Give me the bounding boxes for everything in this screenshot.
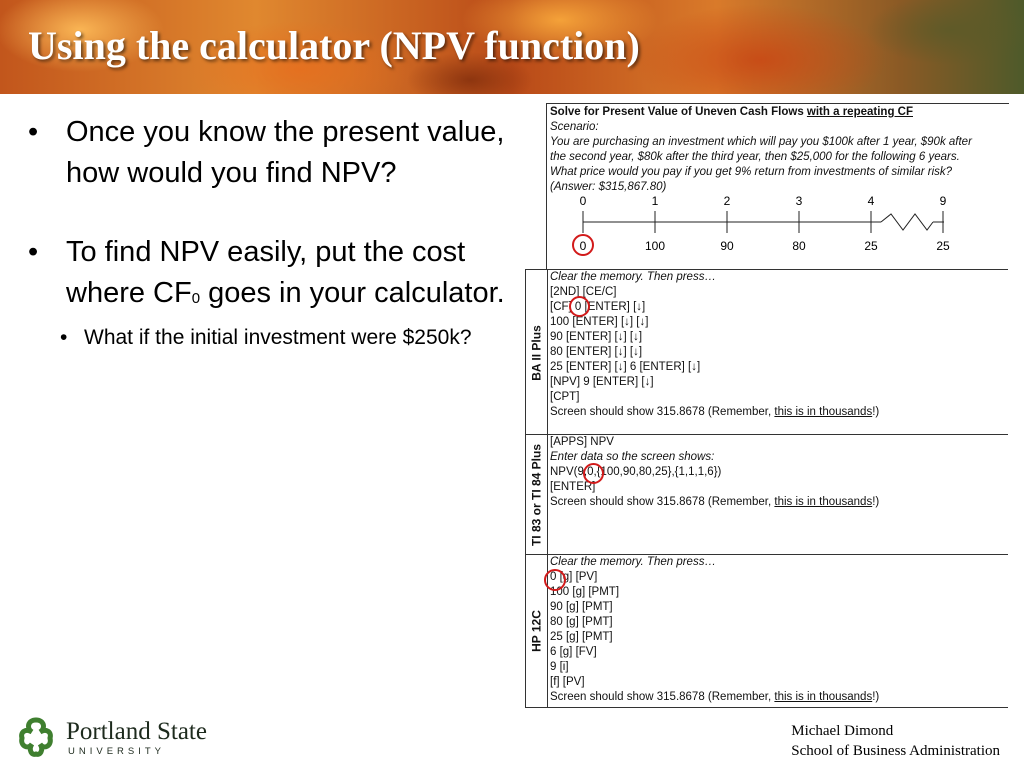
cash-flow-label: 25 xyxy=(864,239,878,253)
period-label: 1 xyxy=(651,194,659,208)
ba-screen-result: Screen should show 315.8678 (Remember, this is in thousands!) xyxy=(550,406,880,418)
period-label: 3 xyxy=(795,194,803,208)
worksheet-heading: Solve for Present Value of Uneven Cash Flows with a repeating CF xyxy=(550,106,913,118)
ba-ii-plus-section xyxy=(525,269,1008,435)
worksheet-image xyxy=(525,103,1008,708)
hp-step: 25 [g] [PMT] xyxy=(550,631,613,643)
logo-subtitle: UNIVERSITY xyxy=(68,746,166,757)
bullet-text-2-pre: To find NPV easily, put the cost where CF xyxy=(66,236,466,309)
bullet-list xyxy=(28,112,508,353)
ba-step: [CPT] xyxy=(550,391,580,403)
sub-bullet-text: What if the initial investment were $250k? xyxy=(84,326,472,349)
scenario-label: Scenario: xyxy=(550,121,599,133)
hp-step: 9 [i] xyxy=(550,661,569,673)
ba-step: 80 [ENTER] [↓] [↓] xyxy=(550,346,643,358)
ti-83-84-section xyxy=(525,434,1008,555)
ba-ii-plus-label: BA II Plus xyxy=(525,270,548,435)
period-label: 4 xyxy=(867,194,875,208)
period-label: 0 xyxy=(579,194,587,208)
hp-screen-result: Screen should show 315.8678 (Remember, this is in thousands!) xyxy=(550,691,880,703)
bullet-text-1: Once you know the present value, how would you find NPV? xyxy=(66,116,505,189)
bullet-npv-easily xyxy=(28,232,508,319)
hp-12c-section xyxy=(525,554,1008,708)
cash-flow-label: 90 xyxy=(720,239,734,253)
ba-step: [NPV] 9 [ENTER] [↓] xyxy=(550,376,654,388)
author-name: Michael Dimond xyxy=(791,723,894,739)
bullet-marker: • xyxy=(28,236,39,268)
cash-flow-label: 0 xyxy=(579,239,587,253)
logo-wordmark: Portland State xyxy=(66,718,207,745)
bullet-text-2-subscript: 0 xyxy=(191,290,201,307)
ba-step: 100 [ENTER] [↓] [↓] xyxy=(550,316,649,328)
hp-12c-label: HP 12C xyxy=(525,555,548,707)
bullet-text-2-post: goes in your calculator. xyxy=(200,277,505,309)
hp-step: 6 [g] [FV] xyxy=(550,646,597,658)
scenario-line: You are purchasing an investment which will pay you $100k after 1 year, $90k after xyxy=(550,136,972,148)
author-department: School of Business Administration xyxy=(791,743,1000,759)
scenario-line: What price would you pay if you get 9% return from investments of similar risk? xyxy=(550,166,953,178)
ti-screen-result: Screen should show 315.8678 (Remember, this is in thousands!) xyxy=(550,496,880,508)
bullet-present-value xyxy=(28,112,508,194)
sub-bullet-marker: • xyxy=(60,326,68,349)
bullet-marker: • xyxy=(28,116,39,148)
scenario-line: the second year, $80k after the third year, then $25,000 for the following 6 years. xyxy=(550,151,960,163)
timeline-axis xyxy=(583,211,944,233)
title-banner xyxy=(0,0,1024,94)
ti-step: NPV(9,0,{100,90,80,25},{1,1,1,6}) xyxy=(550,466,722,478)
hp-step: Clear the memory. Then press… xyxy=(550,556,716,568)
ti-83-84-label: TI 83 or TI 84 Plus xyxy=(525,435,548,555)
ti-cf0-highlight-circle xyxy=(583,463,604,484)
hp-step: 100 [g] [PMT] xyxy=(550,586,620,598)
cash-flow-label: 80 xyxy=(792,239,806,253)
period-label: 2 xyxy=(723,194,731,208)
slide-title: Using the calculator (NPV function) xyxy=(28,23,640,68)
ti-step: [ENTER] xyxy=(550,481,596,493)
ba-step: [CF] 0 [ENTER] [↓] xyxy=(550,301,646,313)
hp-step: 80 [g] [PMT] xyxy=(550,616,613,628)
ba-step: 25 [ENTER] [↓] 6 [ENTER] [↓] xyxy=(550,361,701,373)
ti-step: Enter data so the screen shows: xyxy=(550,451,715,463)
cash-flow-label: 25 xyxy=(936,239,950,253)
hp-step: [f] [PV] xyxy=(550,676,585,688)
period-label: 9 xyxy=(939,194,947,208)
scenario-answer: (Answer: $315,867.80) xyxy=(550,181,667,193)
ba-step: 90 [ENTER] [↓] [↓] xyxy=(550,331,643,343)
ba-cf0-highlight-circle xyxy=(569,296,590,317)
sub-bullet-initial-investment xyxy=(28,323,508,353)
hp-step: 90 [g] [PMT] xyxy=(550,601,613,613)
ba-step: Clear the memory. Then press… xyxy=(550,271,716,283)
ti-step: [APPS] NPV xyxy=(550,436,614,448)
author-block xyxy=(791,721,1000,761)
hp-cf0-highlight-circle xyxy=(544,569,566,591)
ba-step: [2ND] [CE/C] xyxy=(550,286,617,298)
portland-state-logo xyxy=(16,714,236,760)
cash-flow-timeline xyxy=(546,193,1008,263)
hp-step: 0 [g] [PV] xyxy=(550,571,598,583)
psu-leaf-icon xyxy=(16,716,56,758)
cash-flow-label: 100 xyxy=(644,239,666,253)
